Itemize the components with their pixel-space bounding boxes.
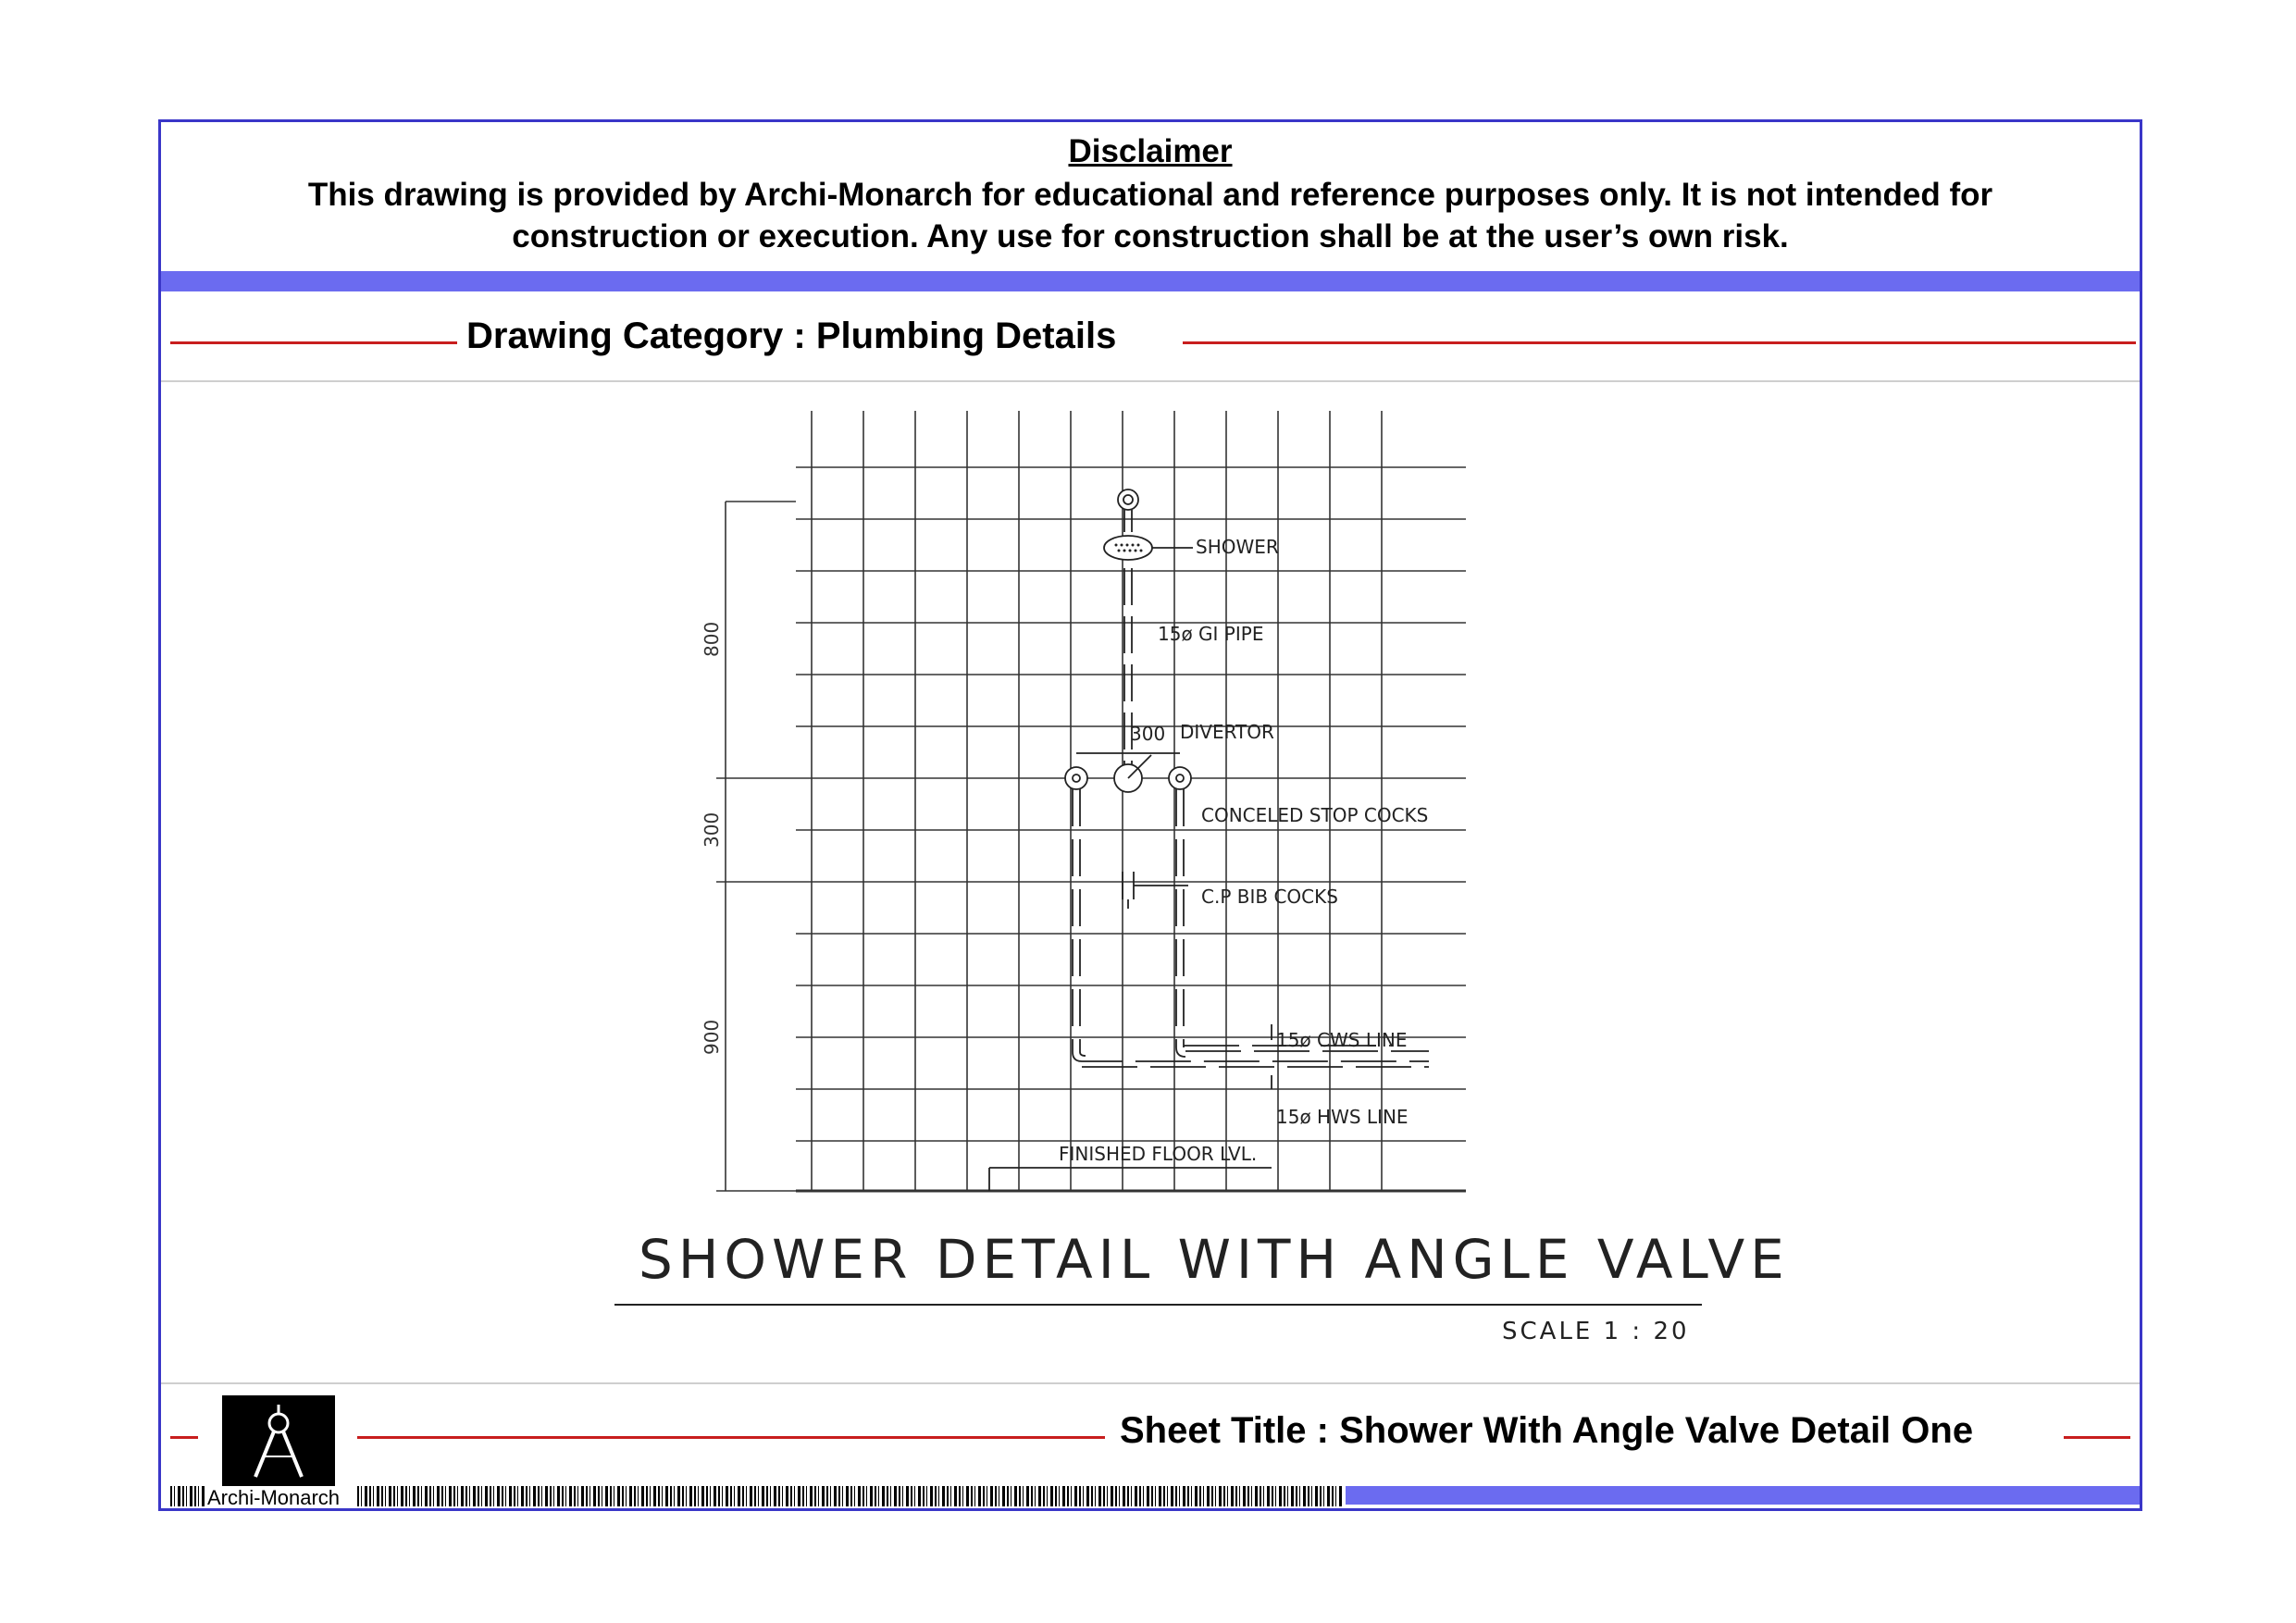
barcode-right xyxy=(357,1486,1344,1506)
footer-band xyxy=(1346,1486,2140,1505)
floor-marker xyxy=(989,1168,1272,1191)
label-stop-cocks: CONCELED STOP COCKS xyxy=(1201,804,1429,826)
label-dim-300: 300 xyxy=(1130,723,1166,745)
disclaimer-title: Disclaimer xyxy=(1068,133,1233,169)
archi-monarch-logo xyxy=(222,1395,335,1486)
label-divertor: DIVERTOR xyxy=(1180,721,1274,743)
sheet-title: Sheet Title : Shower With Angle Valve Detail One xyxy=(1120,1410,1974,1451)
label-hws-line: 15ø HWS LINE xyxy=(1276,1106,1409,1128)
tile-grid xyxy=(796,411,1466,1191)
brand-name: Archi-Monarch xyxy=(207,1486,341,1509)
label-cws-line: 15ø CWS LINE xyxy=(1276,1029,1408,1051)
callout-labels xyxy=(1059,536,1428,1165)
barcode-left xyxy=(170,1486,205,1506)
label-gi-pipe: 15ø GI PIPE xyxy=(1158,623,1264,645)
footer-block xyxy=(161,1382,2140,1510)
label-shower: SHOWER xyxy=(1196,536,1279,558)
drawing-scale: SCALE 1 : 20 xyxy=(1502,1318,1690,1345)
dimension-lines xyxy=(716,502,796,1191)
shower-detail-drawing xyxy=(161,122,2140,1381)
compass-icon xyxy=(222,1395,335,1486)
label-bib-cocks: C.P BIB COCKS xyxy=(1201,886,1338,908)
footer-rule-right xyxy=(2064,1436,2130,1439)
dimension-800: 800 xyxy=(701,621,723,657)
dimension-900: 900 xyxy=(701,1019,723,1055)
drawing-title: SHOWER DETAIL WITH ANGLE VALVE xyxy=(639,1228,1790,1291)
drawing-sheet xyxy=(158,119,2142,1511)
disclaimer-line-1: This drawing is provided by Archi-Monarch for educational and reference purposes only. It is not intended for xyxy=(307,177,1993,213)
drawing-category: Drawing Category : Plumbing Details xyxy=(466,316,1117,356)
footer-rule-middle xyxy=(357,1436,1105,1439)
valve-assembly xyxy=(1065,753,1191,1052)
footer-rule-left xyxy=(170,1436,198,1439)
disclaimer-line-2: construction or execution. Any use for construction shall be at the user’s own risk. xyxy=(512,218,1789,254)
label-floor-level: FINISHED FLOOR LVL. xyxy=(1059,1143,1258,1165)
dimension-300: 300 xyxy=(701,812,723,848)
